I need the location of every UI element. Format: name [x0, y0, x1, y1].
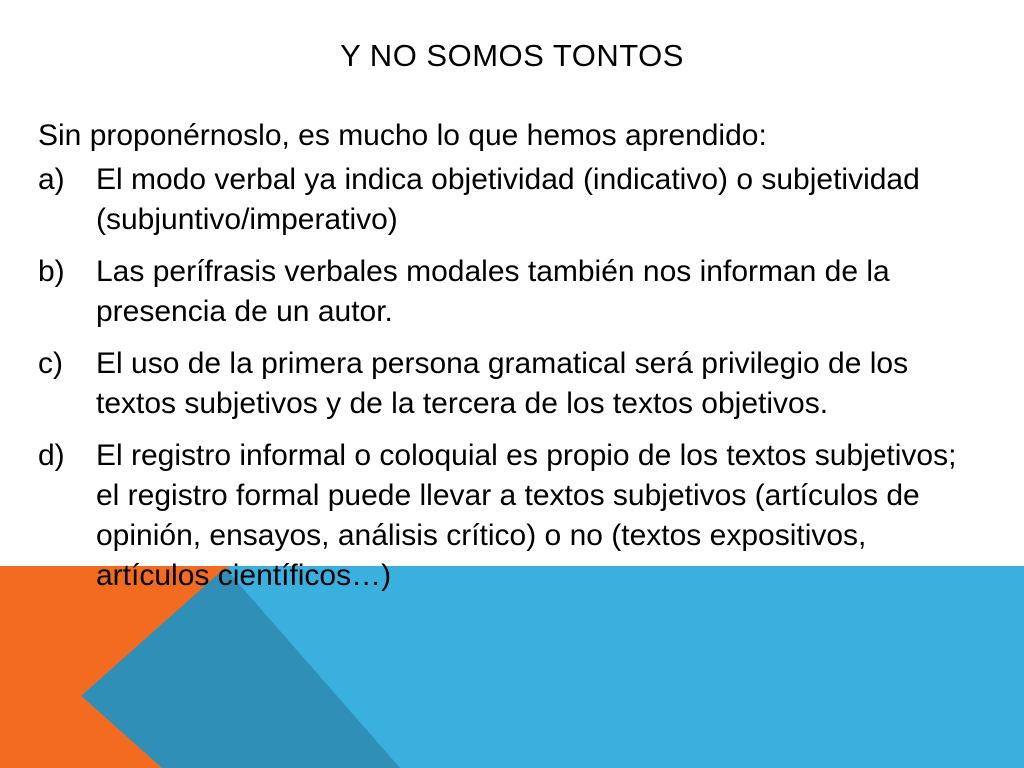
list-item [38, 160, 988, 240]
slide-title: Y NO SOMOS TONTOS [340, 38, 684, 73]
list-item-marker: d) [38, 439, 65, 472]
intro-text: Sin proponérnoslo, es mucho lo que hemos aprendido: [38, 119, 767, 152]
list-item-text: Las perífrasis verbales modales también nos informan de la presencia de un autor. [96, 255, 890, 328]
list-item [38, 436, 988, 596]
list-item-text: El registro informal o coloquial es propio de los textos subjetivos; el registro formal puede llevar a textos subjetivos (artículos de opinión, ensayos, análisis crítico) o no (textos expositivos, artículos científicos…) [96, 439, 957, 592]
slide-body [38, 116, 988, 608]
list-item-text: El modo verbal ya indica objetividad (indicativo) o subjetividad (subjuntivo/imperativo) [96, 163, 920, 236]
list-item-marker: a) [38, 163, 65, 196]
list-item-marker: c) [38, 347, 63, 380]
list-item [38, 252, 988, 332]
list-item-text: El uso de la primera persona gramatical será privilegio de los textos subjetivos y de la tercera de los textos objetivos. [96, 347, 909, 420]
list-item [38, 344, 988, 424]
list-item-marker: b) [38, 255, 65, 288]
